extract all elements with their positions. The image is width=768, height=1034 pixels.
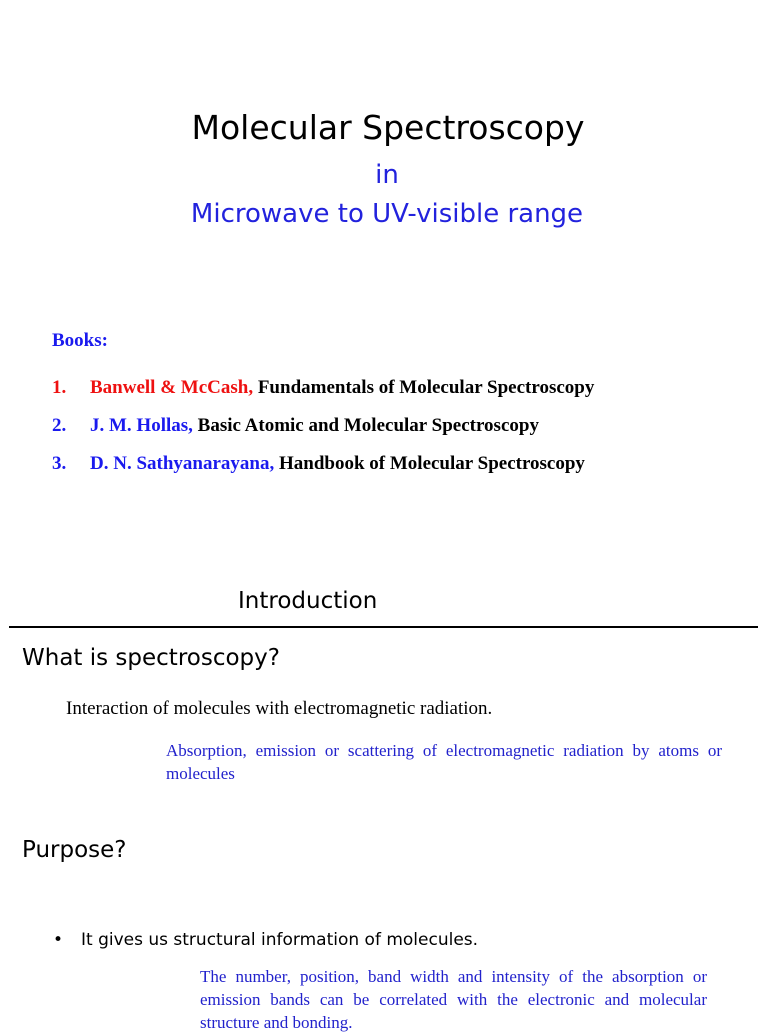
answer-text: Interaction of molecules with electromagnetic radiation. [66, 698, 493, 719]
question-heading: What is spectroscopy? [22, 645, 280, 671]
book-author: Banwell & McCash, [90, 377, 254, 398]
bullet-symbol: • [53, 930, 64, 950]
book-title: Handbook of Molecular Spectroscopy [278, 453, 585, 474]
book-item [52, 415, 539, 437]
book-number: 2. [52, 415, 67, 436]
subtitle-range: Microwave to UV-visible range [190, 199, 584, 229]
book-item [52, 453, 585, 475]
page-title: Molecular Spectroscopy [191, 108, 585, 147]
subtitle-in: in [375, 160, 399, 190]
bullet-text: It gives us structural information of molecules. [81, 930, 479, 950]
purpose-heading: Purpose? [22, 837, 127, 863]
books-heading: Books: [52, 330, 108, 351]
book-title: Fundamentals of Molecular Spectroscopy [257, 377, 595, 398]
book-item [52, 377, 594, 399]
book-number: 1. [52, 377, 67, 398]
book-author: J. M. Hollas, [90, 415, 193, 436]
divider-line [9, 626, 758, 628]
book-title: Basic Atomic and Molecular Spectroscopy [197, 415, 539, 436]
book-number: 3. [52, 453, 67, 474]
book-author: D. N. Sathyanarayana, [90, 453, 275, 474]
definition-text: Absorption, emission or scattering of electromagnetic radiation by atoms or molecules [166, 741, 722, 783]
introduction-heading: Introduction [238, 588, 378, 614]
purpose-detail-text: The number, position, band width and intensity of the absorption or emission bands can be correlated with the electronic and molecular structure and bonding. [200, 967, 707, 1032]
